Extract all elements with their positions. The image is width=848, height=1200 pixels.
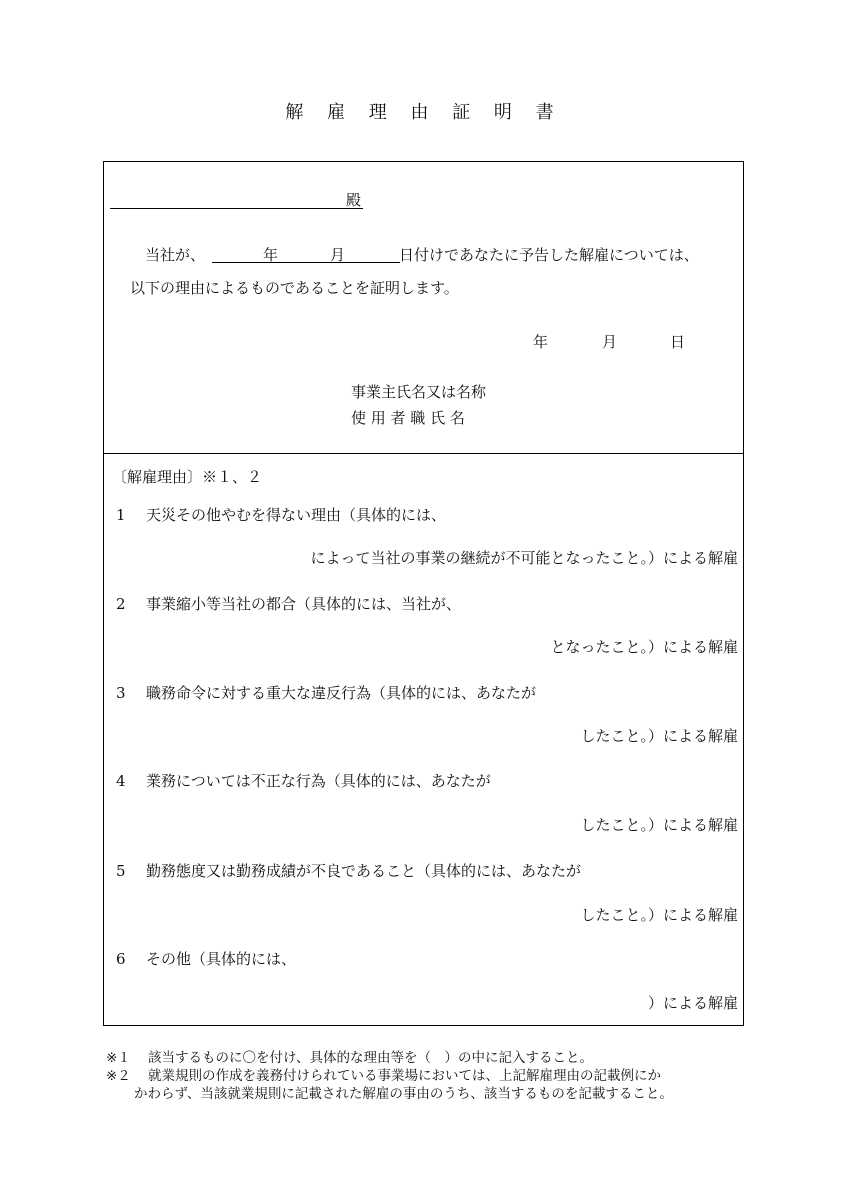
reason-closing-6: ）による解雇	[647, 994, 738, 1012]
note-mark: ※１	[106, 1050, 131, 1066]
reason-closing-1: によって当社の事業の継続が不可能となったこと。）による解雇	[310, 549, 738, 567]
notice-prefix: 当社が、	[145, 246, 206, 264]
date-year: 年	[533, 333, 549, 351]
reason-closing-2: となったこと。）による解雇	[550, 638, 738, 656]
reason-closing-4: したこと。）による解雇	[580, 816, 738, 834]
reason-number: 5	[116, 862, 126, 880]
date-month: 月	[602, 333, 618, 351]
reason-number: 3	[116, 684, 126, 702]
notice-month: 月	[330, 246, 346, 264]
notice-day-suffix: 日付けであなたに予告した解雇については、	[399, 246, 699, 264]
reason-number: 6	[116, 950, 126, 968]
reason-text: 天災その他やむを得ない理由（具体的には、	[146, 506, 447, 524]
reason-number: 1	[116, 506, 126, 524]
reason-item-1[interactable]	[116, 504, 446, 525]
reason-item-5[interactable]	[116, 860, 581, 881]
reason-closing-3: したこと。）による解雇	[580, 727, 738, 745]
reason-text: 業務については不正な行為（具体的には、あなたが	[146, 772, 491, 790]
note-mark: ※２	[106, 1068, 131, 1084]
reason-text: 職務命令に対する重大な違反行為（具体的には、あなたが	[146, 684, 537, 702]
notice-year: 年	[263, 246, 279, 264]
addressee-suffix: 殿	[346, 191, 362, 209]
reason-text: 事業縮小等当社の都合（具体的には、当社が、	[146, 595, 462, 613]
employer-officer-label: 使 用 者 職 氏 名	[351, 409, 465, 427]
reason-item-2[interactable]	[116, 593, 461, 614]
reason-text: その他（具体的には、	[146, 950, 297, 968]
notice-date-underline[interactable]	[212, 244, 400, 263]
addressee-line[interactable]	[110, 190, 363, 209]
reason-number: 4	[116, 772, 126, 790]
reason-number: 2	[116, 595, 126, 613]
note-2-continuation: かわらず、当該就業規則に記載された解雇の事由のうち、該当するものを記載すること。	[134, 1086, 673, 1102]
note-2	[106, 1064, 661, 1084]
reason-text: 勤務態度又は勤務成績が不良であること（具体的には、あなたが	[146, 862, 582, 880]
note-text: 就業規則の作成を義務付けられている事業場においては、上記解雇理由の記載例にか	[148, 1068, 661, 1084]
document-title: 解 雇 理 由 証 明 書	[285, 102, 563, 123]
notice-line-2: 以下の理由によるものであることを証明します。	[130, 279, 459, 297]
note-text: 該当するものに〇を付け、具体的な理由等を（ ）の中に記入すること。	[148, 1050, 593, 1066]
reason-item-3[interactable]	[116, 682, 536, 703]
reasons-header: 〔解雇理由〕※１、２	[112, 468, 263, 486]
note-1	[106, 1046, 593, 1066]
date-day: 日	[670, 333, 686, 351]
reason-closing-5: したこと。）による解雇	[580, 906, 738, 924]
reason-item-4[interactable]	[116, 770, 491, 791]
employer-name-label: 事業主氏名又は名称	[351, 383, 487, 401]
reason-item-6[interactable]	[116, 948, 296, 969]
